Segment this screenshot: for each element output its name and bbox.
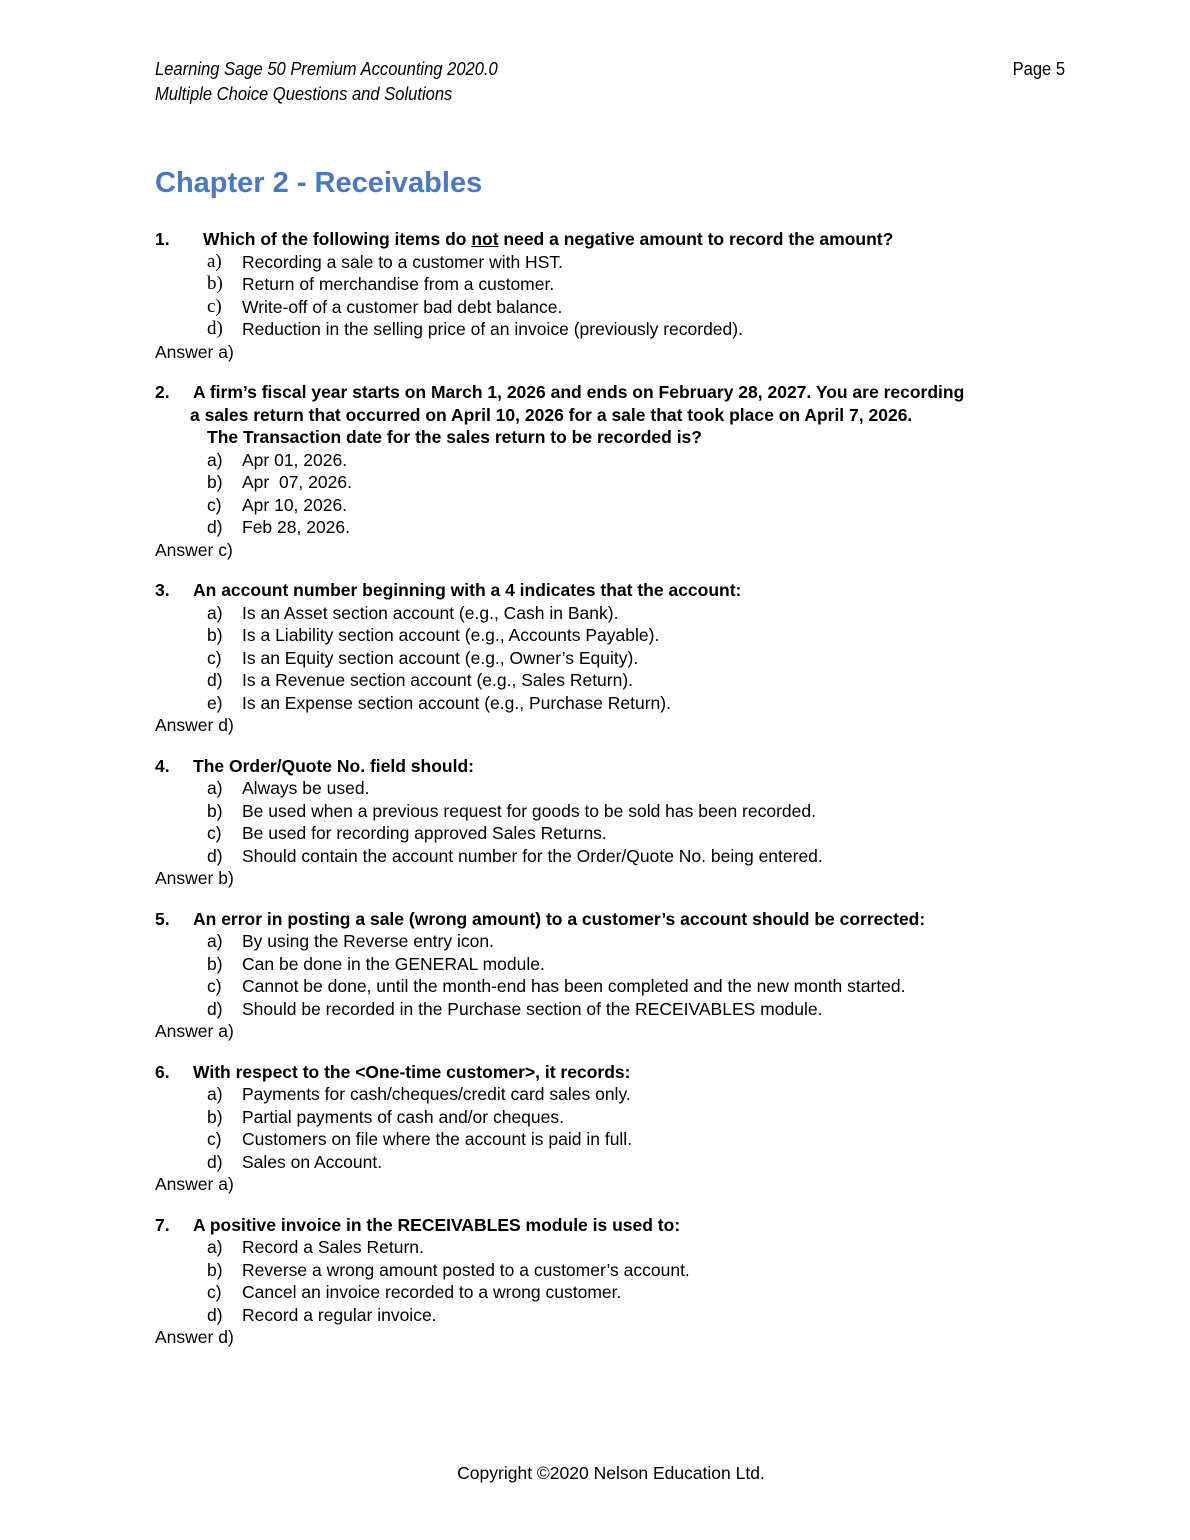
option-text: Is an Expense section account (e.g., Purchase Return). [242,692,671,713]
answer: Answer a) [155,341,234,362]
question-text: A positive invoice in the RECEIVABLES module is used to: [193,1214,681,1235]
option-letter: b) [207,1259,223,1280]
option-text: Feb 28, 2026. [242,517,350,537]
question-prompt [155,755,1075,778]
option [155,998,1075,1021]
question-number: 1. [155,229,170,249]
option-letter: b) [207,800,223,821]
option-text: By using the Reverse entry icon. [242,931,494,951]
question-text: Which of the following items do not need a negative amount to record the amount? [203,229,894,249]
option-letter: d) [207,318,223,339]
question-5 [155,908,1075,1043]
option-text: Be used for recording approved Sales Returns. [242,823,607,843]
option-letter: c) [207,976,222,996]
option-text: Cannot be done, until the month-end has been completed and the new month started. [242,976,906,996]
option-letter: d) [207,998,223,1019]
option-list [155,1236,1075,1326]
option-letter: a) [207,250,222,272]
option-letter: b) [207,273,223,294]
option-text: Should contain the account number for the Order/Quote No. being entered. [242,845,823,866]
option [155,1151,1075,1174]
option [155,318,1075,341]
question-prompt [155,1061,1075,1084]
option-letter: b) [207,953,223,974]
page-number: Page 5 [1012,59,1065,79]
option [155,647,1075,670]
option-letter: c) [207,494,222,515]
question-4 [155,755,1075,890]
option [155,1106,1075,1129]
option-list [155,777,1075,867]
option-text: Is an Asset section account (e.g., Cash in Bank). [242,602,619,623]
option-letter: c) [207,1129,222,1149]
document-title: Learning Sage 50 Premium Accounting 2020.0 [155,59,498,79]
option-text: Record a regular invoice. [242,1304,437,1325]
question-1 [155,228,1075,363]
question-2 [155,381,1075,561]
option-letter: d) [207,1304,223,1325]
option-letter: b) [207,1106,223,1127]
question-text: An error in posting a sale (wrong amount) to a customer’s account should be corrected: [193,908,926,929]
question-text: The Order/Quote No. field should: [193,755,474,776]
option [155,975,1075,998]
option [155,273,1075,296]
option [155,624,1075,647]
question-text: An account number beginning with a 4 indicates that the account: [193,580,742,600]
underlined-word: not [471,229,499,249]
option-letter: e) [207,692,223,713]
option-text: Cancel an invoice recorded to a wrong customer. [242,1282,622,1302]
option [155,471,1075,494]
option-list [155,449,1075,539]
option-letter: d) [207,845,223,866]
option-text: Be used when a previous request for goods to be sold has been recorded. [242,800,816,821]
option-letter: a) [207,449,223,470]
option-text: Return of merchandise from a customer. [242,274,555,294]
option [155,822,1075,845]
option-letter: c) [207,1282,222,1302]
option [155,296,1075,319]
answer: Answer b) [155,868,234,888]
option-letter: d) [207,670,223,690]
question-number: 3. [155,580,170,600]
question-list [155,228,1075,1367]
question-number: 2. [155,382,170,402]
option-text: Is a Revenue section account (e.g., Sales Return). [242,670,634,690]
option-letter: a) [207,602,223,623]
option-text: Customers on file where the account is paid in full. [242,1129,633,1149]
question-prompt [155,908,1075,931]
option [155,845,1075,868]
option [155,1128,1075,1151]
option [155,777,1075,800]
option-text: Recording a sale to a customer with HST. [242,251,563,272]
question-3 [155,579,1075,737]
option [155,1083,1075,1106]
option-letter: a) [207,1084,223,1104]
answer: Answer d) [155,715,234,735]
option-letter: c) [207,295,222,317]
option [155,1281,1075,1304]
question-number: 5. [155,908,170,929]
option-text: Is a Liability section account (e.g., Accounts Payable). [242,625,660,645]
answer: Answer a) [155,1021,234,1041]
option-text: Record a Sales Return. [242,1237,424,1257]
question-6 [155,1061,1075,1196]
answer: Answer d) [155,1327,234,1347]
copyright-footer: Copyright ©2020 Nelson Education Ltd. [457,1463,765,1483]
option-text: Apr 10, 2026. [242,494,348,515]
chapter-title: Chapter 2 - Receivables [155,167,483,199]
option [155,602,1075,625]
option-letter: b) [207,472,223,492]
option [155,251,1075,274]
page-header [155,57,992,107]
option-letter: a) [207,1237,223,1257]
option-letter: c) [207,823,222,843]
option-text: Payments for cash/cheques/credit card sales only. [242,1084,631,1104]
option-list [155,1083,1075,1173]
option-list [155,251,1075,341]
option-letter: a) [207,778,223,798]
question-prompt [155,228,1075,251]
option-letter: a) [207,931,223,951]
option [155,449,1075,472]
option-text: Sales on Account. [242,1151,383,1172]
option-letter: c) [207,647,222,668]
option [155,930,1075,953]
option-text: Always be used. [242,778,370,798]
option-text: Write-off of a customer bad debt balance. [242,296,563,317]
option-list [155,930,1075,1020]
option [155,800,1075,823]
option-text: Reduction in the selling price of an invoice (previously recorded). [242,319,743,339]
option-list [155,602,1075,715]
question-7 [155,1214,1075,1349]
option-text: Can be done in the GENERAL module. [242,953,545,974]
option [155,494,1075,517]
option [155,1259,1075,1282]
answer: Answer c) [155,539,233,560]
option-text: Apr 01, 2026. [242,449,348,470]
question-prompt [155,579,1075,602]
option-text: Apr 07, 2026. [242,472,352,492]
document-subtitle: Multiple Choice Questions and Solutions [155,84,453,104]
option [155,692,1075,715]
question-number: 7. [155,1214,170,1235]
question-prompt [155,1214,1075,1237]
option-letter: b) [207,625,223,645]
option [155,669,1075,692]
option-text: Partial payments of cash and/or cheques. [242,1106,564,1127]
option-text: Is an Equity section account (e.g., Owner’s Equity). [242,647,639,668]
option [155,516,1075,539]
question-text: A firm’s fiscal year starts on March 1, 2026 and ends on February 28, 2027. You are recording a sales return that occurred on April 10, 2026 for a sale that took place on April 7, 2026. The Transaction date for the sales return to be recorded is? [190,382,965,447]
option [155,953,1075,976]
option-letter: d) [207,1151,223,1172]
question-number: 4. [155,755,170,776]
option-letter: d) [207,517,223,537]
option [155,1236,1075,1259]
option-text: Should be recorded in the Purchase section of the RECEIVABLES module. [242,998,823,1019]
option [155,1304,1075,1327]
answer: Answer a) [155,1174,234,1194]
option-text: Reverse a wrong amount posted to a customer’s account. [242,1259,690,1280]
question-text: With respect to the <One-time customer>, it records: [193,1061,631,1082]
question-number: 6. [155,1061,170,1082]
question-prompt [155,381,1075,449]
